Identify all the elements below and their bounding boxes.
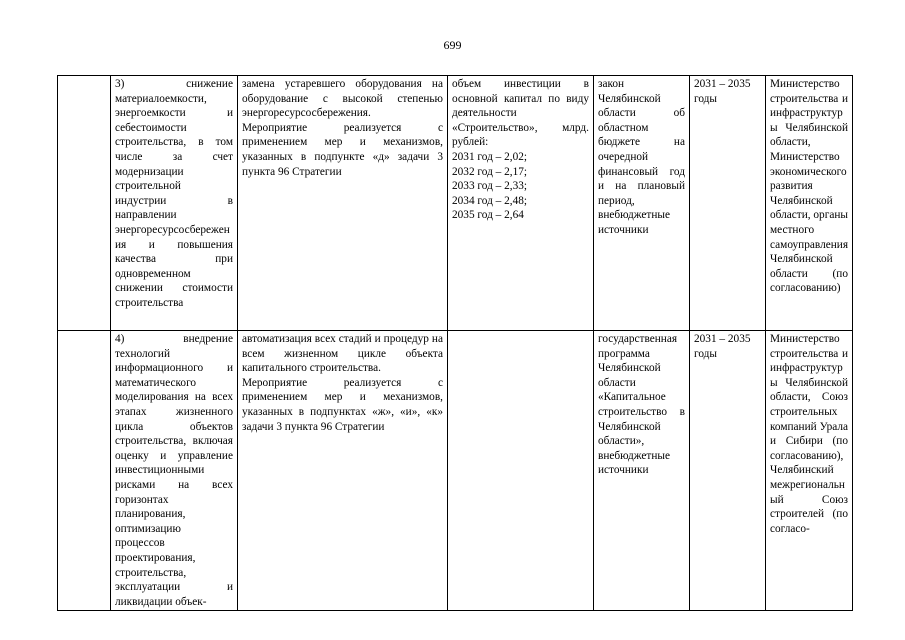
cell-source: государственная программа Челябинской области «Капитальное строительство в Челябинской области», внебюджетные источники (594, 331, 690, 611)
cell-number (58, 331, 111, 611)
activity-mechanism: Мероприятие реализуется с применением мер и механизмов, указанных в подпункте «д» задачи 3 пункта 96 Стратегии (242, 121, 443, 178)
indicator-line: 2032 год – 2,17; (452, 165, 528, 178)
cell-task: 4) внедрение технологий информационного и математического моделирования на всех этапах жизненного цикла объектов строительства, включая оценку и управление инвестиционными рисками на всех горизонтах планирования, оптимизацию процессов проектирования, строительства, эксплуатации и ликвидации объек- (111, 331, 238, 611)
indicator-line: 2033 год – 2,33; (452, 180, 528, 193)
cell-source: закон Челябинской области об областном бюджете на очередной финансовый год и на плановый период, внебюджетные источники (594, 76, 690, 331)
cell-activity (238, 76, 448, 331)
table-row (58, 331, 853, 611)
activity-text: замена устаревшего оборудования на оборудование с высокой степенью энергоресурсосбережения. (242, 78, 443, 120)
table-row (58, 76, 853, 331)
cell-indicator (448, 331, 594, 611)
cell-indicator (448, 76, 594, 331)
cell-activity (238, 331, 448, 611)
cell-responsible: Министерство строительства и инфраструктуры Челябинской области, Союз строительных компаний Урала и Сибири (по согласованию), Челябинский межрегиональный Союз строителей (по согласо- (766, 331, 853, 611)
activities-table (57, 75, 853, 611)
cell-responsible: Министерство строительства и инфраструктуры Челябинской области, Министерство экономического развития Челябинской области, органы местного самоуправления Челябинской области (по согласованию) (766, 76, 853, 331)
indicator-line: 2031 год – 2,02; (452, 150, 528, 163)
indicator-line: объем инвестиции в основной капитал по виду деятельности «Строительство», млрд. рублей: (452, 78, 589, 149)
cell-task: 3) снижение материалоемкости, энергоемкости и себестоимости строительства, в том числе за счет модернизации строительной индустрии в направлении энергоресурсосбережения и повышения качества при одновременном снижении стоимости строительства (111, 76, 238, 331)
activity-text: автоматизация всех стадий и процедур на всем жизненном цикле объекта капитального строительства. (242, 333, 443, 375)
indicator-line: 2034 год – 2,48; (452, 194, 528, 207)
cell-period: 2031 – 2035 годы (690, 76, 766, 331)
page-number: 699 (443, 38, 462, 52)
activity-mechanism: Мероприятие реализуется с применением мер и механизмов, указанных в подпунктах «ж», «и», «к» задачи 3 пункта 96 Стратегии (242, 376, 443, 433)
cell-number (58, 76, 111, 331)
indicator-line: 2035 год – 2,64 (452, 209, 524, 222)
cell-period: 2031 – 2035 годы (690, 331, 766, 611)
